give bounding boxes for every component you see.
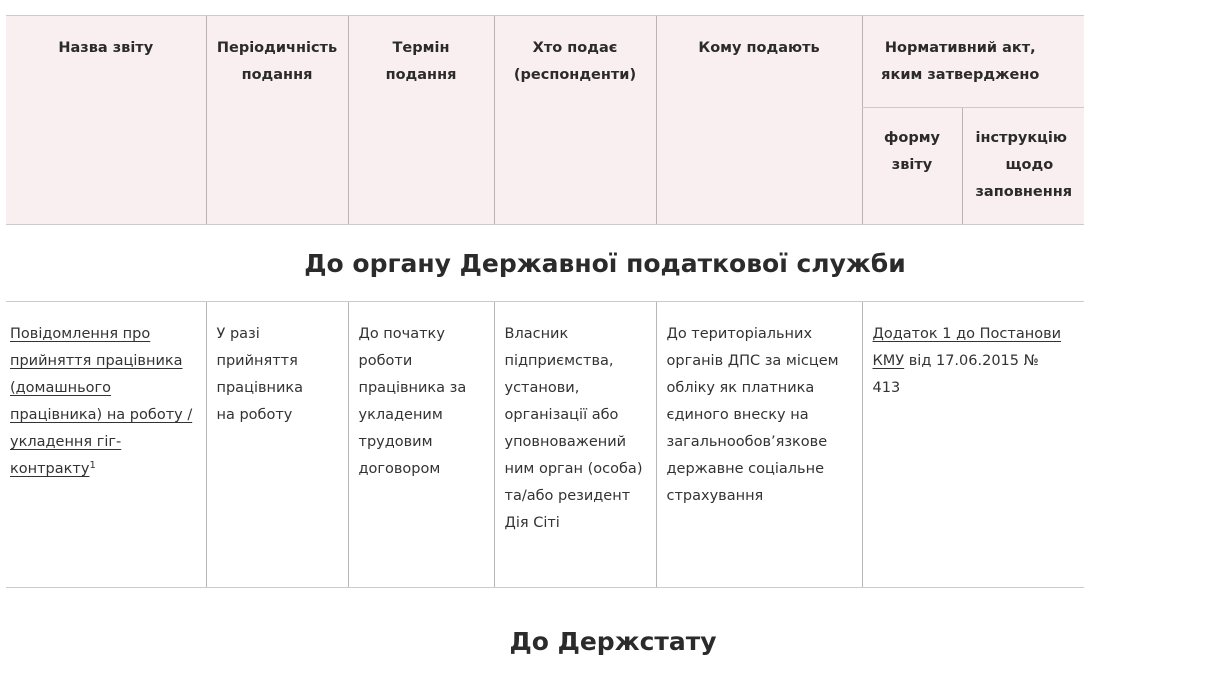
form-resolution-link-cont[interactable]: КМУ (872, 353, 905, 369)
table-row (6, 302, 1084, 588)
header-periodicity: Періодичність подання (206, 16, 348, 225)
header-to-whom: Кому подають (656, 16, 862, 225)
cell-deadline: До початку роботи працівника за укладеним трудовим договором (348, 302, 494, 588)
section-title-derzhstat: До Держстату (509, 627, 717, 656)
cell-who-submits: Власник підприємства, установи, організації або уповноважений ним орган (особа) та/або резидент Дія Сіті (494, 302, 656, 588)
header-instruction: інструкцію щодо заповнення (962, 108, 1084, 225)
header-normative-act: Нормативний акт, яким затверджено (862, 16, 1084, 108)
cell-to-whom: До територіальних органів ДПС за місцем обліку як платника єдиного внеску на загальнообов’язкове державне соціальне страхування (656, 302, 862, 588)
header-form: форму звіту (862, 108, 962, 225)
form-resolution-link[interactable]: Додаток 1 до Постанови (872, 326, 1062, 342)
report-name-link[interactable]: Повідомлення про прийняття працівника (домашнього працівника) на роботу / укладення гіг- контракту (10, 326, 193, 477)
footnote-marker: 1 (89, 460, 96, 471)
header-who-submits: Хто подає (респонденти) (494, 16, 656, 225)
section-title-dps: До органу Державної податкової служби (6, 225, 1084, 302)
cell-normative-act: Додаток 1 до Постанови КМУ від 17.06.2015 № 413 (862, 302, 1084, 588)
cell-report-name (6, 302, 206, 588)
cell-periodicity: У разі прийняття працівника на роботу (206, 302, 348, 588)
header-deadline: Термін подання (348, 16, 494, 225)
header-report-name: Назва звіту (6, 16, 206, 225)
reports-table-wrapper (6, 15, 1073, 588)
reports-table (6, 15, 1084, 588)
